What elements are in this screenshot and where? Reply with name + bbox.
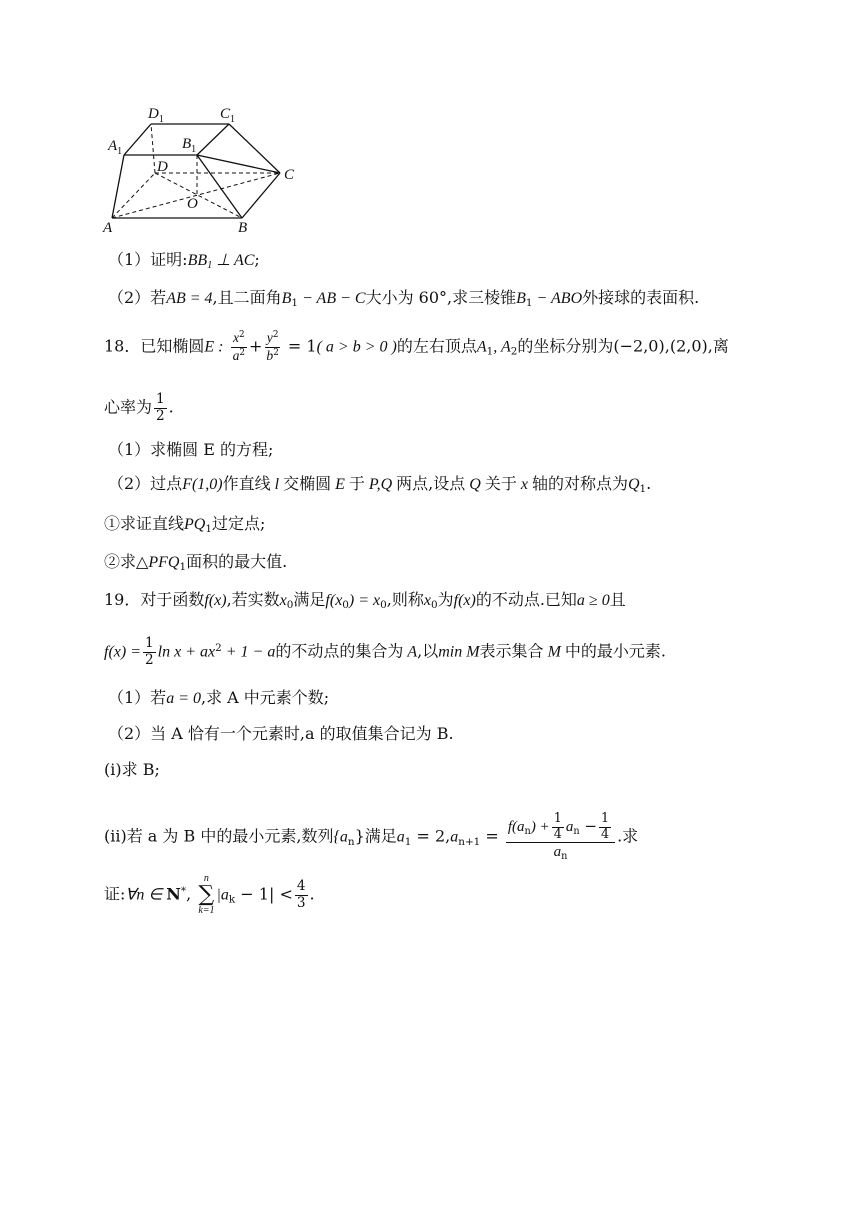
recurrence-fraction: $f(a_n)$ + $\frac{1}{4}$ $a_n$ − $\frac{1}{4}$ $a_n$ (506, 812, 615, 862)
label-O: O (187, 196, 198, 212)
edge-B-C (242, 173, 280, 218)
q17-part1: （1）证明$:BB_1$ ⊥ AC; (108, 250, 260, 272)
q18-claim1: ①求证直线$PQ_1$过定点; (104, 514, 266, 536)
frac-y2-b2: $\frac{y^2}{b^2}$ (266, 330, 279, 363)
svg-text:D1: $D_1$ (148, 106, 164, 125)
q19-part1: （1）若a = 0,求 A 中元素个数; (108, 688, 330, 707)
prism-figure (100, 100, 305, 238)
q19-part2i: (i)求 B; (104, 760, 160, 779)
edge-A-D (112, 173, 155, 218)
edge-D-D1 (151, 124, 155, 173)
frac-four-thirds: $\frac{4}{3}$ (296, 877, 306, 911)
q19-stem: 19．对于函数f(x),若实数$x_0$满足$f(x_0) = x_0$,则称$x_0$为f(x)的不动点.已知a ≥ 0且 (104, 590, 626, 612)
label-C: C (284, 167, 295, 183)
svg-text:A1: $A_1$ (108, 138, 123, 157)
edge-B1-C (197, 155, 280, 173)
frac-one-half-q19: $\frac{1}{2}$ (145, 635, 154, 668)
q18-part2: （2）过点F(1,0)作直线 l 交椭圆 E 于 P,Q 两点,设点 Q 关于 x 轴的对称点为$Q_1$. (108, 474, 652, 496)
svg-text:B1: $B_1$ (182, 136, 197, 155)
frac-one-half: $\frac{1}{2}$ (156, 391, 165, 424)
label-B1: B (182, 136, 192, 152)
label-B: B (238, 220, 248, 236)
edge-B1-C1 (197, 124, 229, 155)
label-C1: C (220, 106, 231, 122)
frac-x2-a2: $\frac{x^2}{a^2}$ (232, 330, 245, 363)
q19-proof-line: 证:∀n ∈ N*, n ∑ k=1 $|a_k - 1|$ < $\frac{4}{3}$ . (104, 873, 315, 916)
q18-eccentricity: 心率为 $\frac{1}{2}$ . (104, 391, 174, 424)
edge-A1-D1 (124, 124, 151, 155)
q19-part2: （2）当 A 恰有一个元素时,a 的取值集合记为 B. (108, 724, 454, 743)
q18-claim2: ②求$\triangle PFQ_1$面积的最大值. (104, 552, 288, 574)
q19-function-def: f(x) = $\frac{1}{2}$ $\ln x + ax^2 + 1 - a$的不动点的集合为 A,以min M表示集合 M 中的最小元素. (104, 635, 666, 668)
svg-text:C1: $C_1$ (220, 106, 236, 125)
label-A: A (103, 220, 113, 236)
q19-part2ii: (ii)若 a 为 B 中的最小元素,数列$\{a_n\}$满足$a_1 = 2,a_{n+1}$ = $f(a_n)$ + $\frac{1}{4}$ $a_n$ − $\frac{1}{4}$ $a_n$ .求 (104, 811, 639, 863)
summation: n ∑ k=1 (198, 873, 215, 916)
edge-A-A1 (112, 155, 124, 218)
label-D: D (157, 159, 168, 175)
q18-stem: 18．已知椭圆E : $\frac{x^2}{a^2}$ + $\frac{y^2}{b^2}$ = 1( a > b > 0 )的左右顶点$A_1$, $A_2$的坐标分别为(−2,0),(2,0),离 (104, 330, 729, 363)
edge-B-B1 (197, 155, 242, 218)
label-D1: D (148, 106, 159, 122)
edge-D-B (155, 173, 242, 218)
q18-part1: （1）求椭圆 E 的方程; (108, 440, 274, 459)
q17-part2: （2）若AB = 4,且二面角$B_1$ − AB − C大小为 60°,求三棱锥$B_1$ − ABO外接球的表面积. (108, 288, 700, 310)
label-A1: A (108, 138, 118, 154)
edge-C1-C (229, 124, 280, 173)
